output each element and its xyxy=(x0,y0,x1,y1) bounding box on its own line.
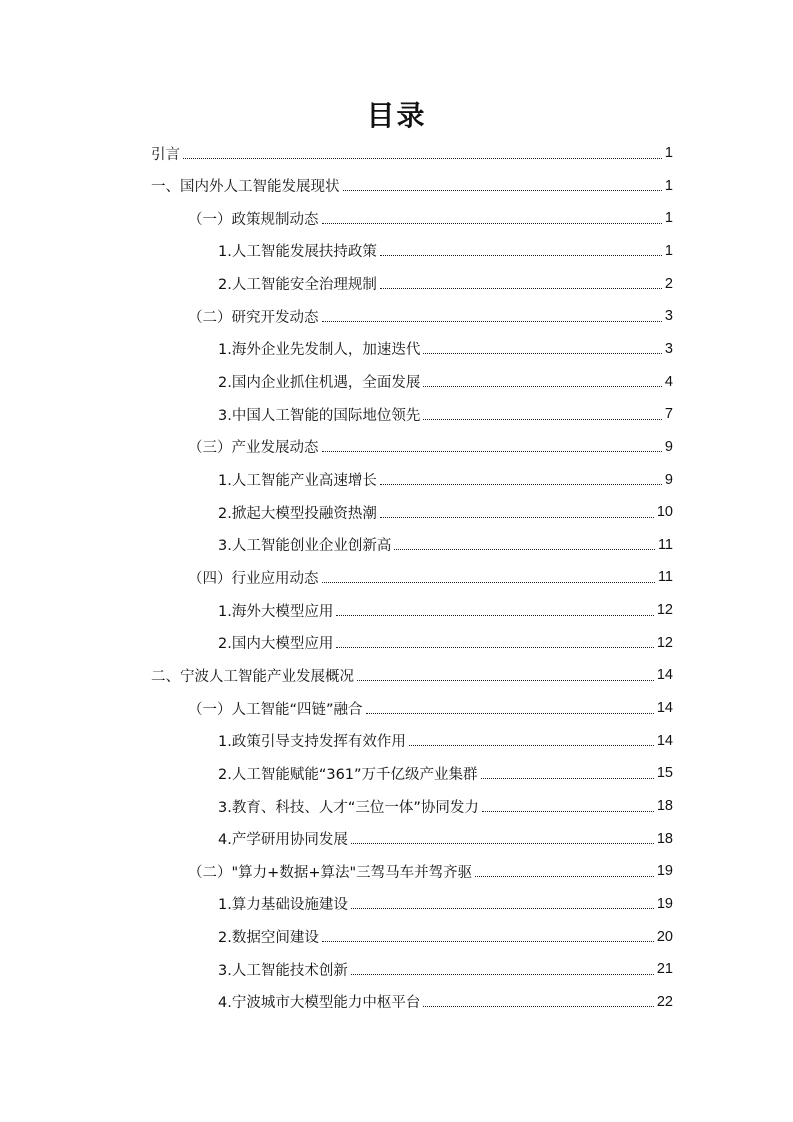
toc-dot-leader xyxy=(366,713,654,714)
toc-entry-label: 3.教育、科技、人才“三位一体”协同发力 xyxy=(218,799,479,816)
toc-entry-page-number: 19 xyxy=(656,863,673,880)
toc-entry-label: （一）政策规制动态 xyxy=(188,211,319,228)
toc-entry-label: （三）产业发展动态 xyxy=(188,440,319,457)
toc-entry-label: 2.数据空间建设 xyxy=(218,930,319,947)
toc-entry[interactable] xyxy=(218,823,673,855)
toc-entry[interactable] xyxy=(218,790,673,822)
toc-entry-label: 1.人工智能产业高速增长 xyxy=(218,473,377,489)
toc-dot-leader xyxy=(380,517,654,518)
toc-entry[interactable] xyxy=(218,986,673,1018)
toc-dot-leader xyxy=(423,419,662,420)
toc-entry-label: 4.宁波城市大模型能力中枢平台 xyxy=(218,995,421,1012)
toc-entry[interactable] xyxy=(188,855,673,887)
toc-dot-leader xyxy=(409,745,654,746)
toc-entry[interactable] xyxy=(218,398,673,430)
toc-entry[interactable] xyxy=(218,921,673,953)
toc-dot-leader xyxy=(343,190,662,191)
toc-dot-leader xyxy=(394,549,655,550)
toc-entry-label: 2.掀起大模型投融资热潮 xyxy=(218,505,377,522)
toc-entry-page-number: 11 xyxy=(657,536,673,553)
toc-dot-leader xyxy=(322,941,654,942)
toc-entry-label: 1.人工智能发展扶持政策 xyxy=(218,244,377,261)
toc-dot-leader xyxy=(336,647,654,648)
toc-entry[interactable] xyxy=(218,268,673,300)
toc-entry[interactable] xyxy=(188,202,673,234)
toc-entry-page-number: 14 xyxy=(656,700,673,717)
toc-dot-leader xyxy=(183,158,662,159)
toc-dot-leader xyxy=(322,582,655,583)
toc-entry-page-number: 12 xyxy=(656,634,673,651)
toc-dot-leader xyxy=(475,876,654,877)
toc-dot-leader xyxy=(351,974,654,975)
toc-dot-leader xyxy=(351,908,654,909)
toc-entry-page-number: 21 xyxy=(656,961,673,978)
toc-entry-page-number: 19 xyxy=(656,895,673,912)
toc-entry[interactable] xyxy=(218,366,673,398)
toc-entry-label: 2.人工智能安全治理规制 xyxy=(218,277,377,294)
toc-entry-page-number: 4 xyxy=(664,373,673,390)
toc-dot-leader xyxy=(351,843,654,844)
page-title: 目录 xyxy=(366,99,427,132)
toc-dot-leader xyxy=(357,680,654,681)
toc-dot-leader xyxy=(322,223,662,224)
toc-entry[interactable] xyxy=(151,170,673,202)
toc-entry-page-number: 14 xyxy=(656,667,673,684)
toc-dot-leader xyxy=(423,353,662,354)
toc-entry-label: 二、宁波人工智能产业发展概况 xyxy=(151,668,354,685)
toc-entry-label: 2.国内大模型应用 xyxy=(218,636,334,653)
toc-entry-page-number: 2 xyxy=(664,275,673,292)
toc-entry-page-number: 7 xyxy=(664,406,673,423)
toc-entry-page-number: 1 xyxy=(664,177,673,194)
toc-entry[interactable] xyxy=(218,627,673,659)
toc-dot-leader xyxy=(481,778,654,779)
toc-entry-page-number: 1 xyxy=(664,145,673,161)
toc-entry-label: （四）行业应用动态 xyxy=(188,570,319,587)
toc-entry[interactable] xyxy=(188,561,673,593)
toc-entry-label: 1.算力基础设施建设 xyxy=(218,897,348,914)
toc-entry-page-number: 15 xyxy=(656,765,673,782)
toc-entry-page-number: 3 xyxy=(664,340,673,357)
toc-entry[interactable] xyxy=(218,594,673,626)
toc-dot-leader xyxy=(423,1006,654,1007)
toc-dot-leader xyxy=(322,321,662,322)
toc-entry-label: 3.人工智能技术创新 xyxy=(218,962,348,979)
toc-entry-label: 引言 xyxy=(151,146,180,163)
toc-entry-label: 1.政策引导支持发挥有效作用 xyxy=(218,734,406,751)
toc-entry-page-number: 14 xyxy=(656,732,673,749)
toc-entry-page-number: 12 xyxy=(656,602,673,619)
toc-entry-label: 3.中国人工智能的国际地位领先 xyxy=(218,407,421,424)
toc-entry[interactable] xyxy=(151,659,673,691)
toc-dot-leader xyxy=(322,451,662,452)
toc-entry-page-number: 18 xyxy=(656,830,673,847)
toc-entry-label: （一）人工智能“四链”融合 xyxy=(188,701,363,718)
toc-dot-leader xyxy=(336,615,654,616)
toc-entry-page-number: 1 xyxy=(664,242,673,259)
toc-entry-page-number: 11 xyxy=(657,569,673,586)
toc-entry-page-number: 3 xyxy=(664,308,673,325)
toc-entry[interactable] xyxy=(218,725,673,757)
toc-entry[interactable] xyxy=(218,235,673,267)
toc-entry[interactable] xyxy=(188,431,673,463)
toc-entry[interactable] xyxy=(218,953,673,985)
toc-entry[interactable] xyxy=(218,529,673,561)
toc-entry[interactable] xyxy=(218,888,673,920)
toc-entry-label: 1.海外大模型应用 xyxy=(218,603,334,620)
toc-entry-page-number: 9 xyxy=(664,471,673,488)
toc-entry-page-number: 20 xyxy=(656,928,673,945)
toc-entry-label: （二）"算力+数据+算法"三驾马车并驾齐驱 xyxy=(188,864,473,881)
toc-entry-label: 2.国内企业抓住机遇，全面发展 xyxy=(218,375,421,392)
toc-entry[interactable] xyxy=(218,464,673,496)
toc-entry-label: 2.人工智能赋能“361”万千亿级产业集群 xyxy=(218,766,478,783)
toc-entry[interactable] xyxy=(218,333,673,365)
toc-entry-label: 3.人工智能创业企业创新高 xyxy=(218,538,392,555)
toc-entry[interactable] xyxy=(218,757,673,789)
toc-entry-page-number: 10 xyxy=(656,504,673,521)
toc-entry-label: 1.海外企业先发制人，加速迭代 xyxy=(218,342,421,359)
toc-entry-page-number: 1 xyxy=(664,210,673,227)
toc-dot-leader xyxy=(482,811,654,812)
toc-entry[interactable] xyxy=(151,137,673,169)
toc-entry[interactable] xyxy=(188,300,673,332)
toc-dot-leader xyxy=(380,288,662,289)
toc-dot-leader xyxy=(380,255,662,256)
toc-entry-label: （二）研究开发动态 xyxy=(188,309,319,326)
toc-entry-page-number: 22 xyxy=(656,993,673,1010)
toc-dot-leader xyxy=(380,484,662,485)
toc-entry-page-number: 18 xyxy=(656,798,673,814)
toc-entry[interactable] xyxy=(218,496,673,528)
toc-entry-label: 4.产学研用协同发展 xyxy=(218,832,348,849)
toc-entry-page-number: 9 xyxy=(664,438,673,455)
toc-dot-leader xyxy=(423,386,662,387)
toc-entry[interactable] xyxy=(188,692,673,724)
toc-entry-label: 一、国内外人工智能发展现状 xyxy=(151,179,340,196)
